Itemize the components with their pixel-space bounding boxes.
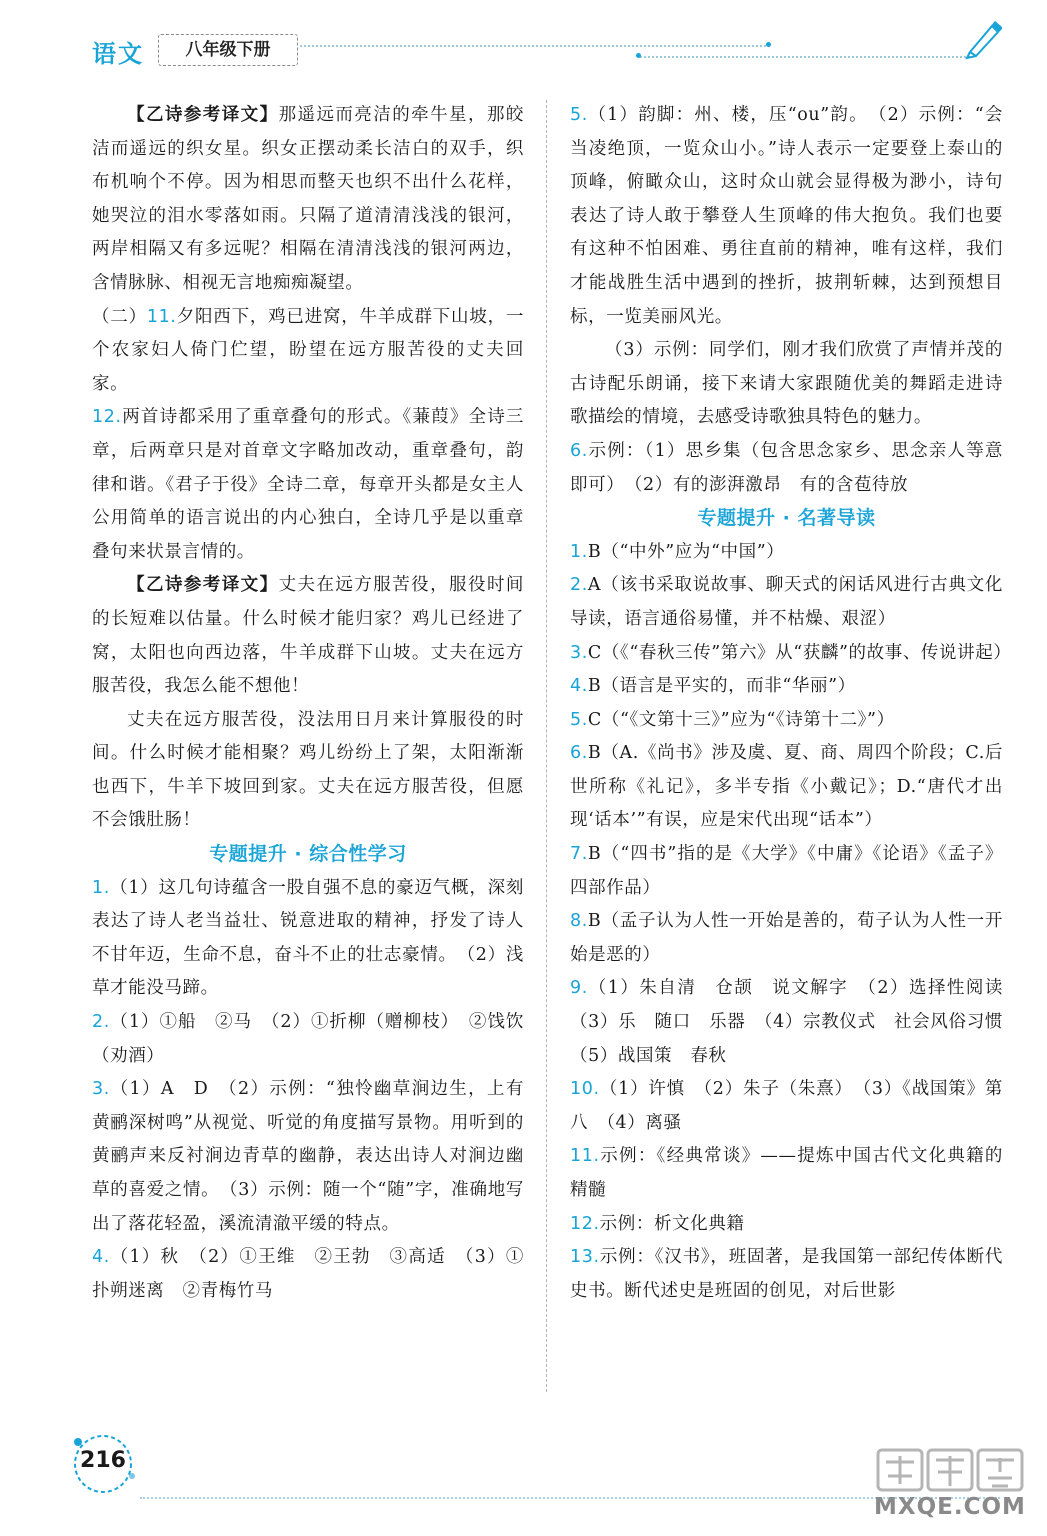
answer-number: 8. (570, 911, 588, 932)
answer-item (570, 637, 1012, 671)
answer-item (570, 1140, 1003, 1207)
answer-text: （1）①船 ②马 （2）①折柳（赠柳枝） ②饯饮（劝酒） (92, 1012, 524, 1066)
answer-number: 4. (570, 676, 588, 697)
answer-number: 7. (570, 844, 588, 865)
answer-item (570, 536, 1003, 570)
answer-number: 1. (92, 877, 110, 898)
answer-number: 5. (570, 709, 588, 730)
answer-number: 3. (92, 1079, 110, 1100)
header-dot (766, 42, 771, 47)
page-header (0, 0, 1047, 80)
answer-text: C（“《文第十三》”应为“《诗第十二》”） (587, 709, 895, 730)
translation-text: 那遥远而亮洁的牵牛星，那皎洁而遥远的织女星。织女正摆动柔长洁白的双手，织布机响个不停。因为相思而整天也织不出什么花样，她哭泣的泪水零落如雨。只隔了道清清浅浅的银河，两岸相隔又有多远呢？相隔在清清浅浅的银河两边，含情脉脉、相视无言地痴痴凝望。 (92, 105, 524, 293)
answer-item (570, 905, 1003, 972)
translation-label: 【乙诗参考译文】 (127, 575, 279, 596)
answer-number: 12. (92, 407, 122, 428)
header-dotted-line-2 (640, 56, 970, 58)
answer-item (570, 737, 1003, 838)
translation-text: 丈夫在远方服苦役，服役时间的长短难以估量。什么时候才能归家？鸡儿已经进了窝，太阳也向西边落，牛羊成群下山坡。丈夫在远方服苦役，我怎么能不想他！ (92, 575, 524, 697)
answer-number: 10. (570, 1079, 600, 1100)
answer-number: 2. (92, 1012, 110, 1033)
answer-item (570, 1208, 1003, 1242)
translation-label: 【乙诗参考译文】 (127, 105, 279, 125)
section-title: 专题提升 · 名著导读 (697, 507, 876, 530)
answer-number: 1. (570, 541, 588, 562)
answer-text: （1）许慎 （2）朱子（朱熹） （3）《战国策》第八 （4）离骚 (570, 1079, 1003, 1133)
answer-5 (570, 99, 1003, 334)
answer-6 (570, 435, 1003, 502)
answer-4 (92, 1241, 524, 1308)
answer-item (570, 670, 1003, 704)
answer-number: 5. (570, 105, 588, 125)
answer-5-part-3: （3）示例：同学们，刚才我们欣赏了声情并茂的古诗配乐朗诵，接下来请大家跟随优美的舞蹈走进诗歌描绘的情境，去感受诗歌独具特色的魅力。 (570, 340, 1003, 428)
answer-number: 9. (570, 978, 588, 999)
answer-text: B（语言是平实的，而非“华丽”） (587, 676, 856, 697)
watermark-text: MXQE.COM (874, 1494, 1026, 1520)
answer-text: 夕阳西下，鸡已进窝，牛羊成群下山坡，一个农家妇人倚门伫望，盼望在远方服苦役的丈夫回家。 (92, 306, 524, 394)
answer-2 (92, 1006, 524, 1073)
answer-item (570, 1241, 1003, 1308)
answer-12 (92, 401, 524, 569)
answer-text: B（A.《尚书》涉及虞、夏、商、周四个阶段；C.后世所称《礼记》，多半专指《小戴记》；D.“唐代才出现‘话本’”有误，应是宋代出现“话本”） (570, 743, 1003, 831)
column-divider (546, 100, 547, 1392)
answer-number: 13. (570, 1247, 600, 1268)
answer-number: 4. (92, 1247, 110, 1268)
answer-text: （1）朱自清 仓颉 说文解字 （2）选择性阅读 （3）乐 随口 乐器 （4）宗教仪式 社会风俗习惯 （5）战国策 春秋 (570, 978, 1022, 1066)
answer-3 (92, 1073, 524, 1241)
answer-text: 示例：（1）思乡集（包含思念家乡、思念亲人等意即可） （2）有的澎湃激昂 有的含苞待放 (570, 440, 1003, 495)
answer-text: B（“四书”指的是《大学》《中庸》《论语》《孟子》四部作品） (570, 844, 1003, 898)
section-title: 专题提升 · 综合性学习 (209, 843, 407, 866)
translation-paragraph (92, 99, 524, 301)
answer-text: 两首诗都采用了重章叠句的形式。《蒹葭》全诗三章，后两章只是对首章文字略加改动，重章叠句，韵律和谐。《君子于役》全诗二章，每章开头都是女主人公用简单的语言说出的内心独白，全诗几乎是以重章叠句来状景言情的。 (92, 407, 524, 562)
answer-text: B（孟子认为人性一开始是善的，荀子认为人性一开始是恶的） (570, 911, 1003, 965)
answer-prefix: （二） (92, 306, 147, 327)
answer-text: （1）韵脚：州、楼，压“ou”韵。 （2）示例：“会当凌绝顶，一览众山小。”诗人表示一定要登上泰山的顶峰，俯瞰众山，这时众山就会显得极为渺小，诗句表达了诗人敢于攀登人生顶峰的伟大抱负。我们也要有这种不怕困难、勇往直前的精神，唯有这样，我们才能战胜生活中遇到的挫折，披荆斩棘，达到预想目标，一览美丽风光。 (570, 105, 1003, 327)
answer-11 (92, 301, 524, 402)
translation-paragraph (92, 569, 524, 703)
grade-label: 八年级下册 (158, 34, 298, 66)
subject-label: 语文 (92, 40, 144, 68)
answer-item (570, 972, 1022, 1073)
answer-text: 示例：《汉书》，班固著，是我国第一部纪传体断代史书。断代述史是班固的创见，对后世影 (570, 1247, 1003, 1301)
answer-text: B（“中外”应为“中国”） (587, 541, 785, 562)
answer-text: 示例：《经典常谈》——提炼中国古代文化典籍的精髓 (570, 1146, 1003, 1200)
answer-number: 6. (570, 440, 588, 461)
header-dotted-line (300, 45, 770, 47)
answer-item (570, 704, 1003, 738)
answer-number: 2. (570, 575, 588, 596)
answer-number: 12. (570, 1213, 600, 1234)
page-number-badge (70, 1432, 136, 1496)
answer-item (570, 838, 1003, 905)
right-column (570, 99, 1022, 1308)
answer-1 (92, 872, 524, 1006)
answer-number: 11. (146, 306, 177, 327)
page-number: 216 (80, 1448, 126, 1473)
left-column (92, 99, 524, 1308)
answer-text: （1）A D （2）示例：“独怜幽草涧边生，上有黄鹂深树鸣”从视觉、听觉的角度描写景物。用听到的黄鹂声来反衬涧边青草的幽静，表达出诗人对涧边幽草的喜爱之情。 （3）示例：随一个“随”字，准确地写出了落花轻盈，溪流清澈平缓的特点。 (92, 1079, 524, 1234)
answer-number: 6. (570, 743, 588, 764)
translation-paragraph: 丈夫在远方服苦役，没法用日月来计算服役的时间。什么时候才能相聚？鸡儿纷纷上了架，太阳渐渐也西下，牛羊下坡回到家。丈夫在远方服苦役，但愿不会饿肚肠！ (92, 709, 524, 831)
answer-text: （1）秋 （2）①王维 ②王勃 ③高适 （3）①扑朔迷离 ②青梅竹马 (92, 1247, 524, 1301)
header-dot (636, 53, 641, 58)
answer-text: （1）这几句诗蕴含一股自强不息的豪迈气概，深刻表达了诗人老当益壮、锐意进取的精神，抒发了诗人不甘年迈，生命不息，奋斗不止的壮志豪情。 （2）浅草才能没马蹄。 (92, 877, 524, 999)
answer-item (570, 1073, 1003, 1140)
answer-text: A（该书采取说故事、聊天式的闲话风进行古典文化导读，语言通俗易懂，并不枯燥、艰涩） (570, 575, 1003, 629)
answer-number: 3. (570, 642, 588, 663)
answer-item (570, 569, 1003, 636)
answer-number: 11. (570, 1146, 600, 1167)
pen-icon (962, 18, 1002, 60)
answer-text: 示例：析文化典籍 (599, 1213, 745, 1234)
answer-text: C（《“春秋三传”第六》从“获麟”的故事、传说讲起） (587, 642, 1012, 663)
